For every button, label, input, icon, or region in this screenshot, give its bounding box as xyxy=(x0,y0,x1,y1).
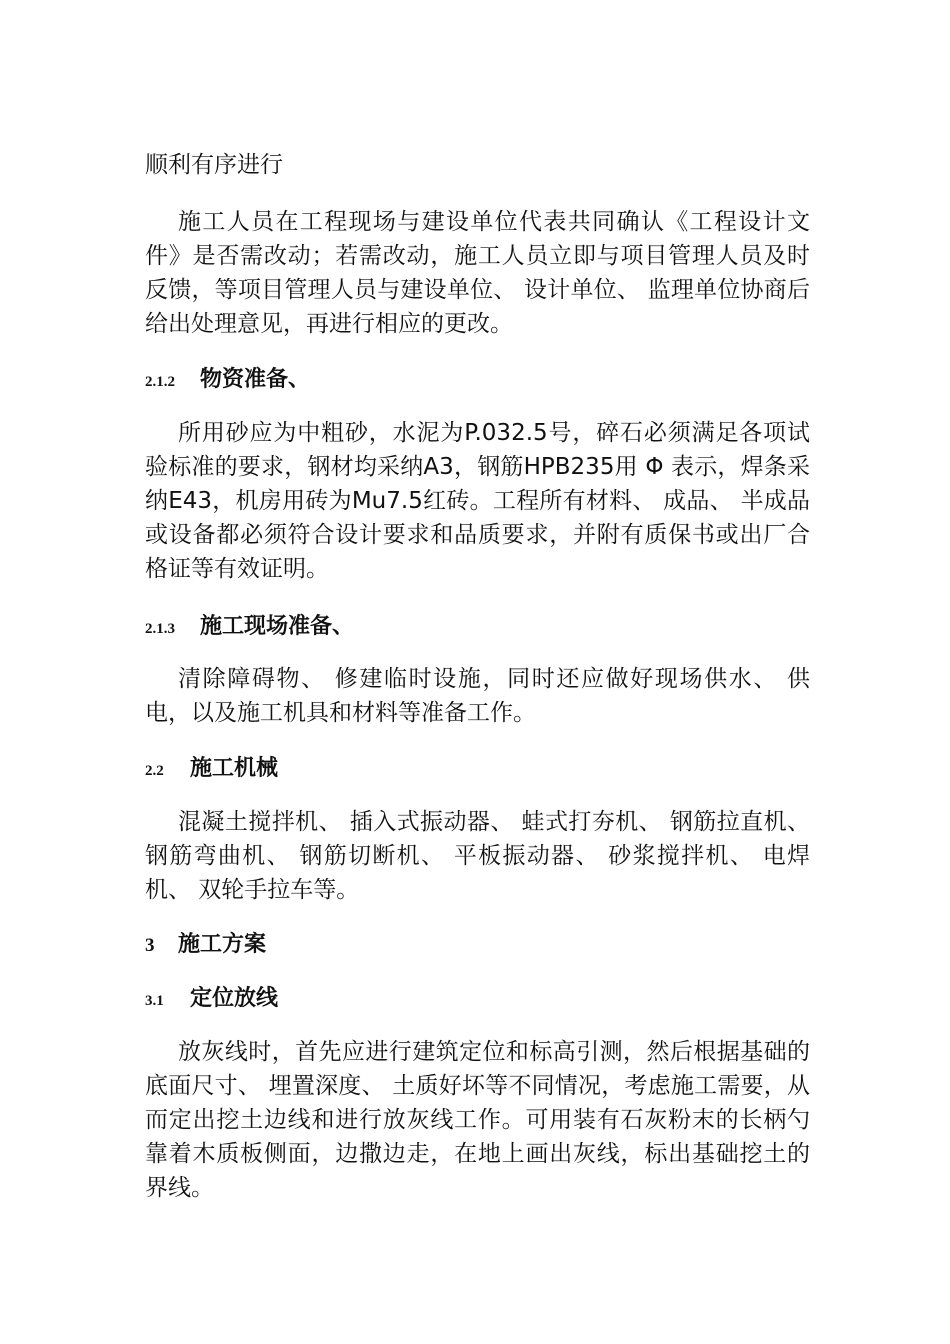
paragraph-site-preparation: 清除障碍物、 修建临时设施，同时还应做好现场供水、 供电，以及施工机具和材料等准备工作。 xyxy=(145,666,810,726)
section-title: 定位放线 xyxy=(190,986,279,1011)
section-number: 3 xyxy=(145,935,155,956)
paragraph-machinery: 混凝土搅拌机、 插入式振动器、 蛙式打夯机、 钢筋拉直机、 钢筋弯曲机、 钢筋切断机、 平板振动器、 砂浆搅拌机、 电焊机、 双轮手拉车等。 xyxy=(145,809,810,903)
section-heading-2-1-2 xyxy=(145,363,310,399)
section-title: 物资准备、 xyxy=(200,367,311,392)
paragraph-continuation: 顺利有序进行 xyxy=(145,152,283,178)
section-heading-2-1-3 xyxy=(145,610,354,646)
section-number: 3.1 xyxy=(145,993,164,1009)
paragraph-materials: 所用砂应为中粗砂，水泥为P.032.5号，碎石必须满足各项试验标准的要求，钢材均采纳A3，钢筋HPB235用 Φ 表示，焊条采纳E43，机房用砖为Mu7.5红砖。工程所有材料、 成品、 半成品或设备都必须符合设计要求和品质要求，并附有质保书或出厂合格证等有效证明。 xyxy=(145,420,810,582)
section-number: 2.1.3 xyxy=(145,621,175,637)
section-heading-3-1 xyxy=(145,982,278,1018)
paragraph-layout-lines: 放灰线时，首先应进行建筑定位和标高引测，然后根据基础的底面尺寸、 埋置深度、 土质好坏等不同情况，考虑施工需要，从而定出挖土边线和进行放灰线工作。可用装有石灰粉末的长柄勺靠着木质板侧面，边撒边走，在地上画出灰线，标出基础挖土的界线。 xyxy=(145,1039,810,1201)
section-heading-2-2 xyxy=(145,752,278,788)
section-number: 2.2 xyxy=(145,763,164,779)
paragraph-design-confirmation: 施工人员在工程现场与建设单位代表共同确认《工程设计文件》是否需改动；若需改动，施工人员立即与项目管理人员及时反馈，等项目管理人员与建设单位、 设计单位、 监理单位协商后给出处理意见，再进行相应的更改。 xyxy=(145,209,810,337)
section-title: 施工方案 xyxy=(178,932,267,957)
section-number: 2.1.2 xyxy=(145,374,175,390)
section-heading-3 xyxy=(145,928,266,963)
section-title: 施工现场准备、 xyxy=(200,614,355,639)
section-title: 施工机械 xyxy=(190,756,279,781)
